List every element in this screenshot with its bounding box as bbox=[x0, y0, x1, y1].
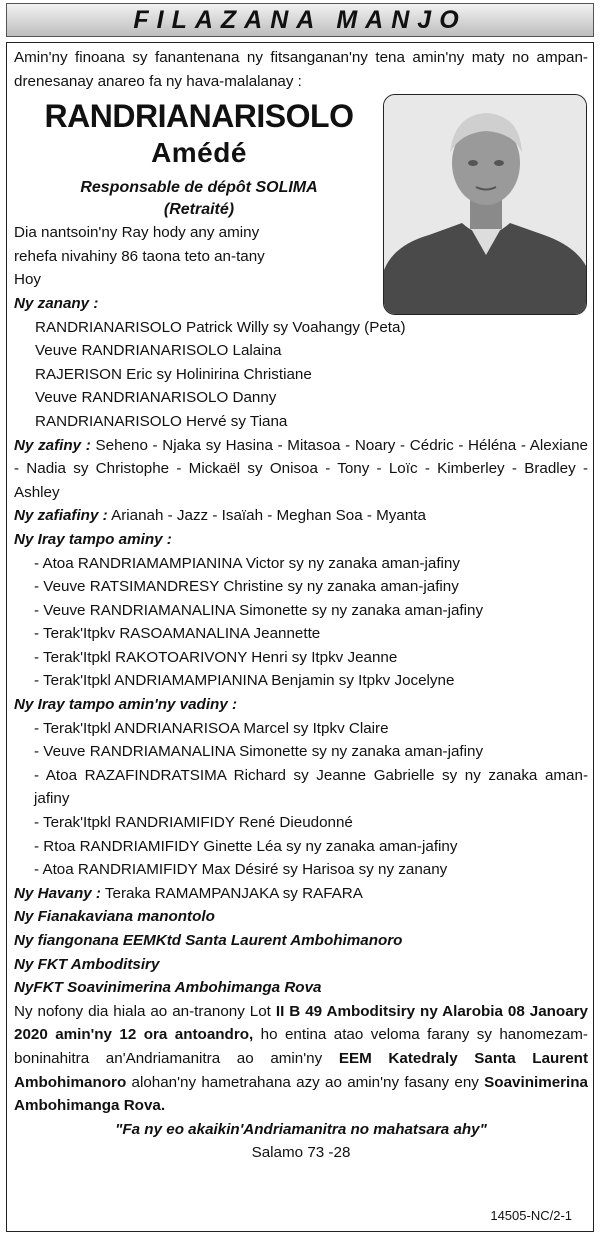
announce-line-2: rehefa nivahiny 86 taona teto an-tany bbox=[14, 247, 265, 265]
great-grandchildren-label: Ny zafiafiny : bbox=[14, 507, 108, 525]
child-item: RANDRIANARISOLO Hervé sy Tiana bbox=[35, 412, 288, 430]
sibling-item: - Veuve RANDRIAMANALINA Simonette sy ny zanaka aman-jafiny bbox=[34, 601, 484, 619]
announcement-body bbox=[14, 46, 588, 1165]
funeral-address: II B 49 Amboditsiry ny Alarobia 08 Janoary 2020 amin'ny 12 ora antoandro, bbox=[14, 1002, 588, 1044]
spouse-sibling-item: - Atoa RANDRIAMIFIDY Max Désiré sy Harisoa sy ny zanany bbox=[34, 861, 448, 879]
verse-quote: "Fa ny eo akaikin'Andriamanitra no mahatsara ahy" bbox=[115, 1120, 487, 1138]
child-item: Veuve RANDRIANARISOLO Lalaina bbox=[35, 342, 282, 360]
funeral-text-3: alohan'ny hametrahana azy ao amin'ny fasany eny bbox=[126, 1073, 485, 1091]
header-title: FILAZANA MANJO bbox=[133, 6, 467, 34]
group-item: Ny fiangonana EEMKtd Santa Laurent Ambohimanoro bbox=[14, 932, 403, 949]
child-item: Veuve RANDRIANARISOLO Danny bbox=[35, 389, 277, 407]
sibling-item: - Terak'Itpkl RAKOTOARIVONY Henri sy Itpkv Jeanne bbox=[34, 648, 398, 666]
child-item: RAJERISON Eric sy Holinirina Christiane bbox=[35, 365, 312, 383]
relatives-label: Ny Havany : bbox=[14, 884, 101, 902]
spouse-siblings-label: Ny Iray tampo amin'ny vadiny : bbox=[14, 696, 238, 714]
siblings-label: Ny Iray tampo aminy : bbox=[14, 530, 172, 548]
group-item: Ny Fianakaviana manontolo bbox=[14, 908, 215, 926]
reference-code: 14505-NC/2-1 bbox=[490, 1208, 572, 1223]
announce-line-1: Dia nantsoin'ny Ray hody any aminy bbox=[14, 224, 260, 242]
sibling-item: - Veuve RATSIMANDRESY Christine sy ny zanaka aman-jafiny bbox=[34, 578, 459, 596]
sibling-item: - Atoa RANDRIAMAMPIANINA Victor sy ny zanaka aman-jafiny bbox=[34, 554, 460, 572]
group-item: Ny FKT Amboditsiry bbox=[14, 955, 160, 973]
deceased-surname: RANDRIANARISOLO bbox=[44, 98, 354, 135]
verse-reference: Salamo 73 -28 bbox=[251, 1144, 351, 1162]
spouse-sibling-item: - Atoa RAZAFINDRATSIMA Richard sy Jeanne Gabrielle sy ny zanaka aman-jafiny bbox=[34, 766, 588, 808]
sibling-item: - Terak'Itpkl ANDRIAMAMPIANINA Benjamin sy Itpkv Jocelyne bbox=[34, 672, 455, 690]
intro-text: Amin'ny finoana sy fanantenana ny fitsanganan'ny tena amin'ny maty no ampan- drenesanay anareo fa ny hava-malalanay : bbox=[14, 49, 588, 90]
spouse-sibling-item: - Rtoa RANDRIAMIFIDY Ginette Léa sy ny zanaka aman-jafiny bbox=[34, 837, 458, 855]
grandchildren-text: Seheno - Njaka sy Hasina - Mitasoa - Noary - Cédric - Héléna - Alexiane - Nadia sy Christophe - Mickaël sy Onisoa - Tony - Loïc - Kimberley - Bradley - Ashley bbox=[14, 436, 588, 501]
deceased-position: Responsable de dépôt SOLIMA bbox=[80, 179, 318, 197]
announcement-header bbox=[6, 3, 594, 37]
spouse-sibling-item: - Terak'Itpkl RANDRIAMIFIDY René Dieudonné bbox=[34, 814, 353, 832]
funeral-church: EEM Katedraly Santa Laurent Ambohimanoro bbox=[14, 1049, 588, 1091]
funeral-paragraph bbox=[14, 1000, 588, 1118]
children-label: Ny zanany : bbox=[14, 294, 99, 312]
announce-line-3: Hoy bbox=[14, 271, 42, 289]
great-grandchildren-paragraph bbox=[14, 504, 588, 528]
child-item: RANDRIANARISOLO Patrick Willy sy Voahangy (Peta) bbox=[35, 318, 406, 336]
group-item: NyFKT Soavinimerina Ambohimanga Rova bbox=[14, 979, 322, 997]
spouse-sibling-item: - Veuve RANDRIAMANALINA Simonette sy ny zanaka aman-jafiny bbox=[34, 743, 484, 761]
grandchildren-paragraph bbox=[14, 434, 588, 505]
deceased-firstname: Amédé bbox=[151, 137, 247, 169]
relatives-paragraph bbox=[14, 882, 588, 906]
great-grandchildren-text: Arianah - Jazz - Isaïah - Meghan Soa - Myanta bbox=[111, 507, 426, 525]
funeral-text-1: Ny nofony dia hiala ao an-tranony Lot bbox=[14, 1002, 276, 1020]
deceased-status: (Retraité) bbox=[163, 201, 235, 219]
funeral-text-2: ho entina atao veloma farany sy hanomezam-boninahitra an'Andriamanitra ao amin'ny bbox=[14, 1026, 588, 1067]
spouse-sibling-item: - Terak'Itpkl ANDRIANARISOA Marcel sy Itpkv Claire bbox=[34, 719, 389, 737]
sibling-item: - Terak'Itpkv RASOAMANALINA Jeannette bbox=[34, 625, 321, 643]
relatives-text: Teraka RAMAMPANJAKA sy RAFARA bbox=[104, 884, 363, 902]
funeral-burial-place: Soavinimerina Ambohimanga Rova. bbox=[14, 1073, 588, 1115]
grandchildren-label: Ny zafiny : bbox=[14, 436, 91, 454]
